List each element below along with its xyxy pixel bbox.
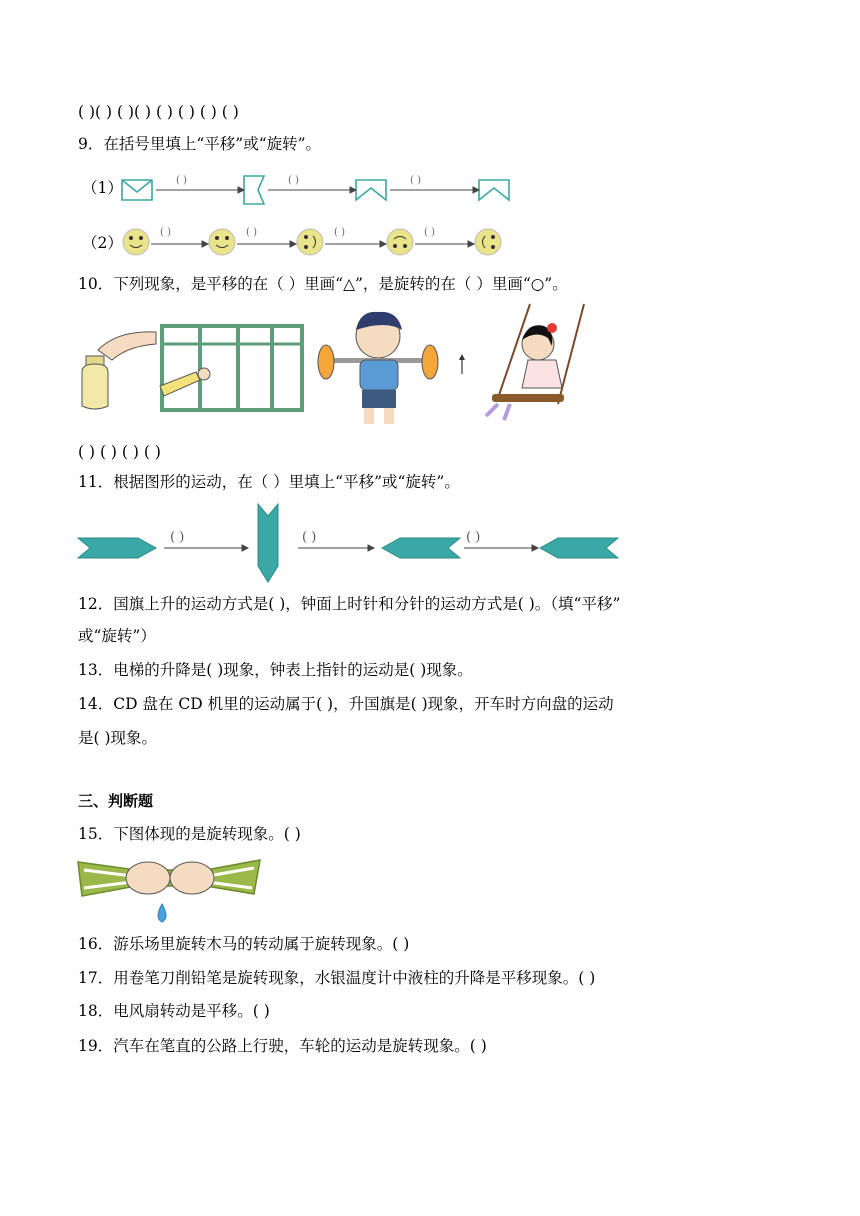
q12-prompt-line2: 或“旋转”） (78, 627, 156, 645)
banner-shape-1 (78, 538, 156, 558)
smiley-5 (475, 229, 501, 255)
arrow-blank: ( ) (410, 175, 421, 186)
q15-wringing-cloth-picture (76, 852, 262, 926)
smiley-2 (209, 229, 235, 255)
banner-shape-4 (540, 538, 618, 558)
q12-prompt-line1: 12．国旗上升的运动方式是( )，钟面上时针和分针的运动方式是( )。（填“平移” (78, 595, 621, 613)
q11-prompt: 11．根据图形的运动，在（ ）里填上“平移”或“旋转”。 (78, 473, 460, 491)
smiley-3 (297, 229, 323, 255)
q14-prompt-line1: 14．CD 盘在 CD 机里的运动属于( )，升国旗是( )现象，开车时方向盘的运动 (78, 695, 614, 713)
q10-prompt: 10．下列现象，是平移的在（ ）里画“△”，是旋转的在（ ）里画“○”。 (78, 275, 568, 293)
q10-answer-blanks: ( ) ( ) ( ) ( ) (78, 443, 161, 461)
banner-shape-2 (258, 504, 278, 582)
smiley-4 (387, 229, 413, 255)
q9-row1-label: （1） (82, 179, 123, 197)
arrow-blank: ( ) (176, 175, 187, 186)
q11-figure (76, 502, 624, 586)
arrow-blank: ( ) (334, 227, 345, 238)
q18-prompt: 18．电风扇转动是平移。( ) (78, 1002, 270, 1020)
q9-row2-label: （2） (82, 234, 123, 252)
q17-prompt: 17．用卷笔刀削铅笔是旋转现象，水银温度计中液柱的升降是平移现象。( ) (78, 969, 596, 987)
envelope-shape-1 (122, 180, 152, 200)
arrow-blank: ( ) (302, 530, 317, 545)
arrow-blank: ( ) (466, 530, 481, 545)
q13-prompt: 13．电梯的升降是( )现象，钟表上指针的运动是( )现象。 (78, 661, 473, 679)
q10-swing-picture (458, 304, 590, 426)
arrow-blank: ( ) (160, 227, 171, 238)
q8-answer-blanks: ( )( ) ( )( ) ( ) ( ) ( ) ( ) (78, 103, 239, 121)
q10-window-picture (160, 324, 304, 412)
smiley-1 (123, 229, 149, 255)
envelope-shape-2 (244, 176, 264, 204)
q10-spray-bottle-picture (78, 320, 158, 412)
banner-shape-3 (382, 538, 460, 558)
q16-prompt: 16．游乐场里旋转木马的转动属于旋转现象。( ) (78, 935, 410, 953)
q15-prompt: 15．下图体现的是旋转现象。( ) (78, 825, 301, 843)
arrow-blank: ( ) (170, 530, 185, 545)
arrow-blank: ( ) (424, 227, 435, 238)
q14-prompt-line2: 是( )现象。 (78, 729, 158, 747)
q10-weightlifter-picture (316, 308, 442, 430)
q19-prompt: 19．汽车在笔直的公路上行驶，车轮的运动是旋转现象。( ) (78, 1037, 487, 1055)
q9-prompt: 9．在括号里填上“平移”或“旋转”。 (78, 135, 322, 153)
arrow-blank: ( ) (288, 175, 299, 186)
arrow-blank: ( ) (246, 227, 257, 238)
section-heading-judgement: 三、判断题 (78, 792, 154, 810)
envelope-shape-4 (479, 180, 509, 200)
q9-row2-figure (120, 226, 510, 260)
envelope-shape-3 (356, 180, 386, 200)
q9-row1-figure (118, 170, 518, 210)
